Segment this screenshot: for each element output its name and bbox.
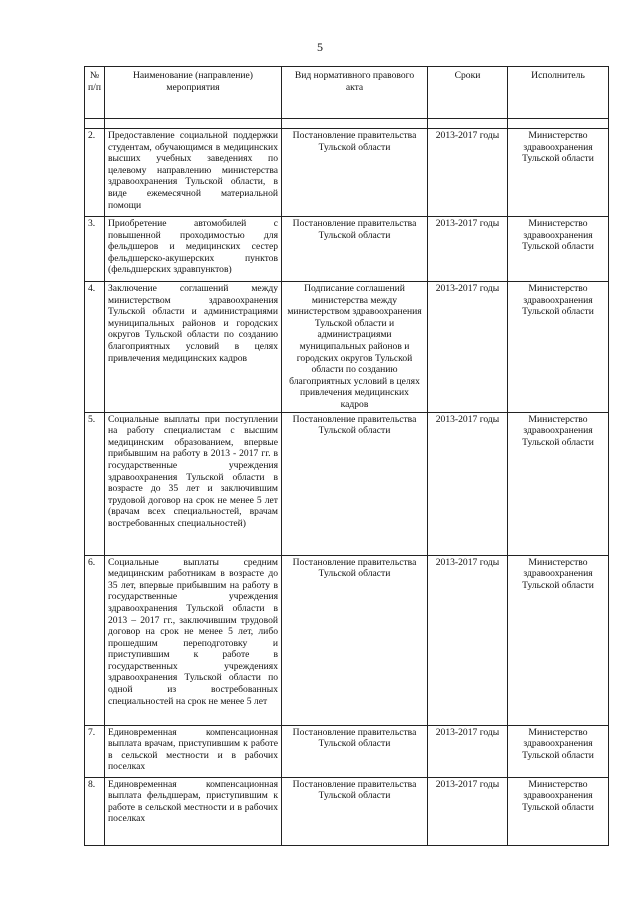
row-executor: Министерство здравоохранения Тульской области (508, 412, 609, 555)
row-act: Постановление правительства Тульской области (282, 217, 428, 282)
header-act: Вид нормативного правового акта (282, 67, 428, 119)
row-act: Постановление правительства Тульской области (282, 555, 428, 725)
row-name: Единовременная компенсационная выплата фельдшерам, приступившим к работе в сельской местности и в рабочих поселках (105, 777, 282, 845)
row-term: 2013-2017 годы (428, 555, 508, 725)
table-row (85, 217, 609, 282)
row-executor: Министерство здравоохранения Тульской области (508, 282, 609, 413)
header-executor: Исполнитель (508, 67, 609, 119)
row-term: 2013-2017 годы (428, 777, 508, 845)
row-num: 6. (85, 555, 105, 725)
row-num: 8. (85, 777, 105, 845)
table-row (85, 129, 609, 217)
table-row (85, 725, 609, 777)
row-num: 2. (85, 129, 105, 217)
row-term: 2013-2017 годы (428, 282, 508, 413)
header-num: № п/п (85, 67, 105, 119)
activities-table (84, 66, 609, 846)
table-spacer-row (85, 119, 609, 129)
row-term: 2013-2017 годы (428, 412, 508, 555)
row-term: 2013-2017 годы (428, 217, 508, 282)
row-num: 5. (85, 412, 105, 555)
table-row (85, 555, 609, 725)
row-act: Постановление правительства Тульской области (282, 725, 428, 777)
row-num: 7. (85, 725, 105, 777)
header-term: Сроки (428, 67, 508, 119)
row-name: Предоставление социальной поддержки студентам, обучающимся в медицинских высших учебных заведениях по целевому направлению министерства здравоохранения Тульской области, в виде ежемесячной материальной помощи (105, 129, 282, 217)
table-header-row (85, 67, 609, 119)
row-term: 2013-2017 годы (428, 129, 508, 217)
row-name: Заключение соглашений между министерством здравоохранения Тульской области и администрациями муниципальных районов и городских округов Тульской области по созданию благоприятных условий в целях привлечения медицинских кадров (105, 282, 282, 413)
row-num: 3. (85, 217, 105, 282)
row-name: Приобретение автомобилей с повышенной проходимостью для фельдшеров и медицинских сестер фельдшерско-акушерских пунктов (фельдшерских здравпунктов) (105, 217, 282, 282)
row-executor: Министерство здравоохранения Тульской области (508, 129, 609, 217)
row-name: Социальные выплаты средним медицинским работникам в возрасте до 35 лет, впервые прибывшим на работу в государственные учреждения здравоохранения Тульской области в 2013 – 2017 гг., заключившим трудовой договор на срок не менее 5 лет, либо прошедшим переподготовку и приступившим к работе в государственных учреждениях здравоохранения Тульской области по одной из востребованных специальностей на срок не менее 5 лет (105, 555, 282, 725)
table-row (85, 412, 609, 555)
table-row (85, 777, 609, 845)
row-act: Подписание соглашений министерства между министерством здравоохранения Тульской области и администрациями муниципальных районов и городских округов Тульской области по созданию благоприятных условий в целях привлечения медицинских кадров (282, 282, 428, 413)
row-act: Постановление правительства Тульской области (282, 777, 428, 845)
row-name: Социальные выплаты при поступлении на работу специалистам с высшим медицинским образованием, впервые прибывшим на работу в 2013 - 2017 гг. в государственные учреждения здравоохранения Тульской области в возрасте до 35 лет и заключившим трудовой договор на срок не менее 5 лет (врачам всех специальностей, врачам востребованных специальностей) (105, 412, 282, 555)
row-name: Единовременная компенсационная выплата врачам, приступившим к работе в сельской местности и в рабочих поселках (105, 725, 282, 777)
row-executor: Министерство здравоохранения Тульской области (508, 725, 609, 777)
row-act: Постановление правительства Тульской области (282, 412, 428, 555)
row-executor: Министерство здравоохранения Тульской области (508, 555, 609, 725)
row-term: 2013-2017 годы (428, 725, 508, 777)
header-name: Наименование (направление) мероприятия (105, 67, 282, 119)
row-num: 4. (85, 282, 105, 413)
page-number: 5 (317, 40, 323, 54)
row-executor: Министерство здравоохранения Тульской области (508, 777, 609, 845)
row-act: Постановление правительства Тульской области (282, 129, 428, 217)
table-row (85, 282, 609, 413)
row-executor: Министерство здравоохранения Тульской области (508, 217, 609, 282)
